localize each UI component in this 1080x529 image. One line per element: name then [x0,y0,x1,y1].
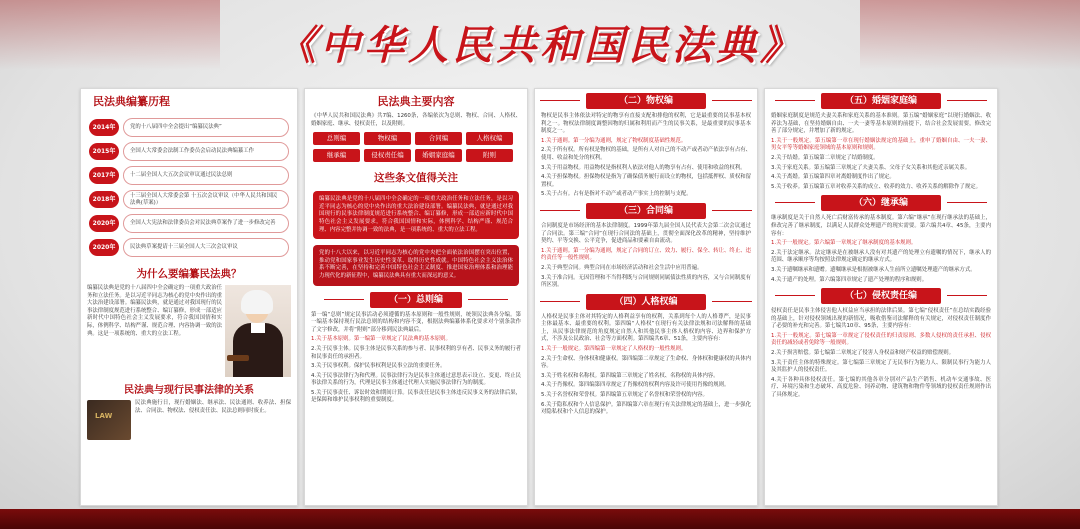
section-text: 人格权是民事主体对其特定的人格利益享有的权利，关系到每个人的人格尊严，是民事主体最基本、最重要的权利。第四编“人格权”在现行有关法律法规和司法解释的基础上，从民事法律规范的角度规定自然人和其他民事主体人格权的内容、边界和保护方式，不涉及公民政治、社会等方面权利。第四编共6章、51条，主要内容有： [541,313,751,343]
section-item: 3.关于遗嘱继承和遗赠。遗嘱继承是根据被继承人生前所立遗嘱处理遗产的继承方式。 [771,266,976,273]
section-item: 2.关于法定继承。法定继承是在被继承人没有对其遗产的处理立有遗嘱的情况下，继承人的范围、继承顺序等均按照法律规定确定的继承方式。 [771,249,991,264]
timeline-item [89,165,289,186]
section-item: 2.关于所有权。所有权是物权的基础，是所有人对自己的不动产或者动产依法享有占有、使用、收益和处分的权利。 [541,147,751,161]
section-item: 1.关于通则。第一分编为通则，规定了物权制度基础性规范。 [541,137,687,144]
section-item: 1.关于一般规定。第七编第一章规定了侵权责任的归责原则、多数人侵权的责任承担、侵权责任的减轻或者免除等一般规则。 [771,332,991,347]
timeline-text: 全国人大宪法和法律委员会对民法典草案作了进一步修改完善 [123,214,289,233]
tag-tort: 侵权责任编 [364,149,411,162]
timeline-year: 2017年 [89,167,119,184]
timeline-year: 2018年 [89,191,119,208]
timeline-text: 全国人大常委会法制工作委员会启动民法典编纂工作 [123,142,289,161]
section-ribbon: （二）物权编 [586,93,706,109]
notice-box [313,191,519,239]
section-item: 1.关于一般规定。第五编第一章在现行婚姻法规定的基础上，重申了婚姻自由、一夫一妻、男女平等等婚姻家庭领域的基本原则和规则。 [771,137,991,152]
why-section [87,285,291,377]
tag-appendix: 附则 [466,149,513,162]
section-item: 4.关于民事法律行为和代理。民事法律行为是民事主体通过意思表示设立、变更、终止民事法律关系的行为，代理是民事主体通过代理人实施民事法律行为的制度。 [311,372,521,387]
section-item: 4.关于遗产的处理。第六编第四章规定了遗产处理的程序和规则。 [771,276,928,283]
panel-property-contract-personality [534,88,758,506]
section-item: 3.关于用益物权。用益物权是指权利人依法对他人的物享有占有、使用和收益的权利。 [541,164,746,171]
bottom-band [0,509,1080,529]
panel-contents [304,88,528,506]
section-item: 3.关于姓名权和名称权。第四编第三章规定了姓名权、名称权的具体内容。 [541,372,719,379]
page-title: 《中华人民共和国民法典》 [276,22,804,69]
section-ribbon: （六）继承编 [821,195,941,211]
section-item: 6.关于隐私权和个人信息保护。第四编第六章在现行有关法律规定的基础上，进一步强化对隐私权和个人信息的保护。 [541,401,751,416]
timeline-year: 2020年 [89,215,119,232]
timeline-item [89,213,289,234]
section-item: 2.关于典型合同。典型合同在市场经济活动和社会生活中应用普遍。 [541,264,703,271]
section-item: 2.关于结婚。第五编第二章规定了结婚制度。 [771,154,879,161]
why-title: 为什么要编纂民法典？ [136,268,242,280]
content-title: 民法典主要内容 [377,95,455,108]
timeline-text: 党的十八届四中全会提出“编纂民法典” [123,118,289,137]
timeline-year: 2015年 [89,143,119,160]
section-ribbon: （五）婚姻家庭编 [821,93,941,109]
section-ribbon: （七）侵权责任编 [821,288,941,304]
section-item: 1.关于一般规定。第六编第一章规定了继承制度的基本规则。 [771,240,917,247]
section-text: 第一编“总则”规定民事活动必须遵循的基本原则和一般性规则，统领民法典各分编。第一编基本保持现行民法总则的结构和内容不变，根据法典编纂体系化要求对个别条款作了文字修改，并将“附则”部分移到民法典最后。 [311,311,521,333]
law-book-icon [87,400,131,440]
section-item: 4.关于各种具体侵权责任。第七编的其他各章分别对产品生产销售、机动车交通事故、医疗、环境污染和生态破坏、高度危险、饲养动物、建筑物和物件等领域的侵权责任规则作出了具体规定。 [771,376,991,399]
tag-inheritance: 继承编 [313,149,360,162]
section-item: 5.关于名誉权和荣誉权。第四编第五章规定了名誉权和荣誉权的内容。 [541,392,708,399]
timeline [89,117,289,258]
tag-property: 物权编 [364,132,411,145]
tag-contract: 合同编 [415,132,462,145]
section-item: 5.关于收养。第五编第五章对收养关系的成立、收养的效力、收养关系的解除作了规定。 [771,183,981,190]
timeline-item [89,189,289,210]
section-item: 2.关于损害赔偿。第七编第二章规定了侵害人身权益和财产权益的赔偿规则。 [771,350,955,357]
relation-section [87,400,291,440]
section-text: 合同制度是市场经济的基本法律制度。1999年第九届全国人民代表大会第二次会议通过了合同法。第三编“合同”在现行合同法的基础上，贯彻全面深化改革的精神，坚持维护契约、平等交换、公平竞争，促进商品和要素自由流动。 [541,222,751,245]
notice-title: 这些条文值得关注 [374,172,458,185]
section-item: 2.关于民事主体。民事主体是民事关系的参与者、民事权利的享有者、民事义务的履行者和民事责任的承担者。 [311,345,521,360]
section-item: 5.关于民事责任、诉讼时效和期间计算。民事责任是民事主体违反民事义务的法律后果，是保障和维护民事权利的重要制度。 [311,389,521,404]
timeline-text: 十二届全国人大五次会议审议通过民法总则 [123,166,289,185]
section-item: 3.关于责任主体的特殊规定。第七编第三章规定了无民事行为能力人、限制民事行为能力人及其监护人的侵权责任。 [771,359,991,374]
gavel-icon [227,355,249,361]
tag-personality: 人格权编 [466,132,513,145]
section-text: 继承制度是关于自然人死亡后财富传承的基本制度。第六编“继承”在现行继承法的基础上，修改完善了继承制度，以满足人民群众处理遗产的现实需要。第六编共4章、45条，主要内容有： [771,215,991,237]
section-item: 4.关于担保物权。担保物权是指为了确保债务履行而设立的物权，包括抵押权、质权和留置权。 [541,174,751,188]
tag-marriage: 婚姻家庭编 [415,149,462,162]
judge-illustration [225,285,291,377]
relation-title: 民法典与现行民事法律的关系 [124,385,254,396]
section-text: 婚姻家庭制度是规范夫妻关系和家庭关系的基本准则。第五编“婚姻家庭”以现行婚姻法、收养法为基础，在坚持婚姻自由、一夫一妻等基本原则的前提下，结合社会发展需要，修改完善了部分规定，并增加了新的规定。 [771,113,991,135]
timeline-text: 十三届全国人大常委会第 十五次会议审议（中华人民共和国民法典(草案)） [123,190,289,209]
timeline-text: 民法典草案提请十三届全国人大三次会议审议 [123,238,289,257]
section-item: 4.关于离婚。第五编第四章对离婚制度作出了规定。 [771,174,895,181]
section-item: 3.关于家庭关系。第五编第三章规定了夫妻关系、父母子女关系和其他近亲属关系。 [771,164,971,171]
section-item: 5.关于占有。占有是指对不动产或者动产事实上的控制与支配。 [541,191,692,198]
book-label: LAW [95,412,113,420]
timeline-year: 2020年 [89,239,119,256]
section-item: 2.关于生命权、身体权和健康权。第四编第二章规定了生命权、身体权和健康权的具体内容。 [541,355,751,370]
section-ribbon: （一）总则编 [370,292,462,308]
notice-text: 编纂民法典是党的十八届四中全会确定的一项重大政治任务和立法任务，是以习近平同志为核心的党中央作出的重大法治建设部署。编纂民法典，就是通过对我国现行的民事法律制度规范进行系统整合、编订纂修，形成一部适应新时代中国特色社会主义发展要求，符合我国国情和实际，体例科学、结构严谨、规范合理、内容完整并协调一致的法典，是一项系统的、重大的立法工程。 [319,196,513,233]
section-item: 4.关于肖像权。第四编第四章规定了肖像权的权利内容及许可使用肖像的规则。 [541,382,730,389]
relation-text: 民法典施行日，现行婚姻法、继承法、民法通则、收养法、担保法、合同法、物权法、侵权责任法、民法总则同时废止。 [135,400,291,414]
timeline-item [89,117,289,138]
timeline-item [89,237,289,258]
section-text: 侵权责任是民事主体侵害他人权益应当承担的法律后果。第七编“侵权责任”在总结实践经验的基础上，针对侵权领域出现的新情况，吸收借鉴司法解释的有关规定，对侵权责任制度作了必要的补充和完善。第七编共10章、95条，主要内容有： [771,308,991,330]
section-item: 3.关于准合同。无因管理和不当得利既与合同规则同属债法性质的内容，又与合同制度有所区别。 [541,274,751,289]
section-item: 1.关于通则。第一分编为通则，规定了合同的订立、效力、履行、保全、转让、终止、违约责任等一般性规则。 [541,247,751,262]
timeline-year: 2014年 [89,119,119,136]
notice-text: 党的十八大以来，以习近平同志为核心的党中央把全面依法治国摆在突出位置，推动党和国家事业发生历史性变革、取得历史性成就。中国特色社会主义法治体系不断完善，在坚持和完善中国特色社会主义制度、推进国家治理体系和治理能力现代化的新征程中，编纂民法典具有重大而深远的意义。 [319,250,513,279]
book-tags [313,132,519,162]
section-item: 1.关于基本原则。第一编第一章规定了民法典的基本原则。 [311,336,451,343]
notice-box [313,245,519,285]
section-item: 3.关于民事权利。保护民事权利是民事立法的重要任务。 [311,363,446,370]
section-ribbon: （三）合同编 [586,203,706,219]
why-text: 编纂民法典是党的十八届四中全会确定的一项重大政治任务和立法任务。是以习近平同志为核心的党中央作出的重大法治建设部署。编纂民法典，就是通过对我国现行的民事法律制度规范进行系统整合、编订纂修，形成一部适应新时代中国特色社会主义发展要求，符合我国国情和实际，体例科学、结构严谨、规范合理、内容协调一致的法典。这是一项系统的、重大的立法工程。 [87,285,222,337]
content-text: 《中华人民共和国民法典》共7编、1260条，各编依次为总则、物权、合同、人格权、婚姻家庭、继承、侵权责任，以及附则。 [311,113,521,127]
history-title: 民法典编纂历程 [93,95,170,108]
tag-general: 总则编 [313,132,360,145]
section-item: 1.关于一般规定。第四编第一章规定了人格权的一般性规则。 [541,346,687,353]
timeline-item [89,141,289,162]
section-text: 物权是民事主体依法对特定的物享有直接支配和排他的权利，它是最重要的民事基本权利之一。物权法律制度调整因物的归属和利用而产生的民事关系，是最重要的民事基本制度之一。 [541,113,751,135]
panel-history [80,88,298,506]
section-ribbon: （四）人格权编 [586,294,706,310]
panel-marriage-inheritance-tort [764,88,998,506]
